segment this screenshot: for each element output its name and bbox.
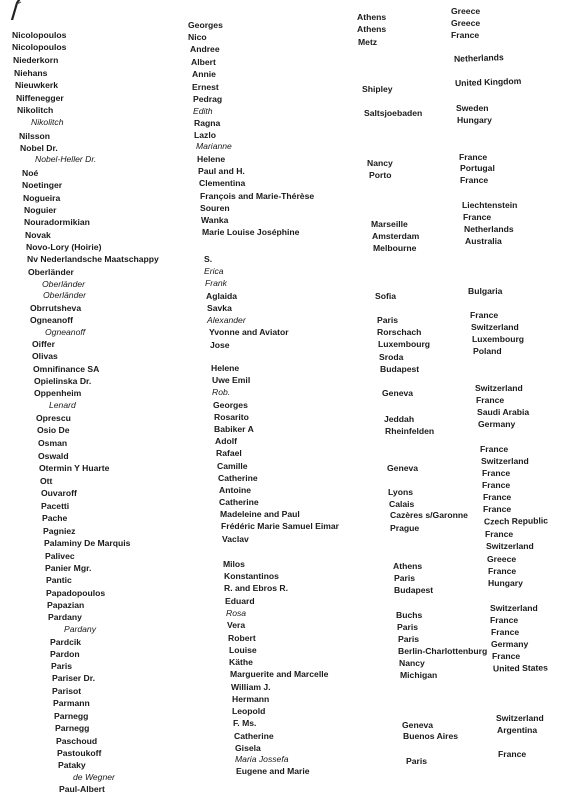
first-names-entry: Catherine (218, 473, 258, 483)
countries-entry: Switzerland (481, 456, 529, 466)
pen-stroke-mark (8, 0, 24, 20)
countries-entry: Luxembourg (472, 334, 525, 344)
surnames-entry: Panier Mgr. (45, 563, 92, 573)
first-names-entry: Ernest (192, 82, 219, 92)
cities-entry: Nancy (367, 158, 393, 168)
countries-entry: Switzerland (486, 541, 534, 551)
first-names-entry: Eduard (225, 596, 255, 606)
first-names-entry: Helene (197, 154, 226, 164)
cities-entry: Geneva (402, 720, 434, 730)
surnames-entry: Pardany (64, 624, 97, 634)
surnames-entry: Nv Nederlandsche Maatschappy (27, 254, 159, 264)
first-names-entry: Hermann (232, 694, 270, 704)
surnames-entry: Pache (42, 513, 68, 523)
first-names-entry: Antoine (219, 485, 251, 495)
countries-entry: France (492, 651, 521, 661)
cities-entry: Porto (369, 170, 392, 180)
first-names-entry: Jose (210, 340, 230, 350)
surnames-entry: Nicolopoulos (12, 42, 67, 52)
countries-entry: Greece (451, 18, 481, 28)
surnames-entry: Noetinger (22, 180, 63, 190)
cities-entry: Shipley (362, 84, 393, 94)
surnames-entry: Niffenegger (16, 93, 64, 103)
countries-entry: Switzerland (496, 713, 544, 723)
surnames-entry: Pardcik (50, 637, 82, 647)
countries-entry: Germany (491, 639, 529, 649)
country-column (0, 0, 2, 2)
first-names-entry: Georges (213, 400, 248, 410)
first-names-entry: Vaclav (222, 534, 249, 544)
countries-entry: France (482, 480, 511, 490)
countries-entry: Liechtenstein (462, 200, 518, 210)
countries-entry: Germany (478, 419, 516, 429)
cities-entry: Rheinfelden (385, 426, 435, 436)
first-names-entry: Helene (211, 363, 240, 373)
countries-entry: Netherlands (453, 52, 504, 64)
first-names-entry: Eugene and Marie (236, 766, 310, 776)
countries-entry: France (483, 492, 512, 502)
cities-entry: Geneva (387, 463, 419, 473)
first-names-entry: F. Ms. (233, 718, 257, 728)
countries-entry: France (483, 504, 512, 514)
first-names-entry: Rafael (216, 448, 242, 458)
first-names-entry: Yvonne and Aviator (209, 327, 289, 337)
countries-entry: Switzerland (475, 383, 523, 393)
first-names-entry: Albert (191, 57, 216, 67)
surnames-entry: Novo-Lory (Hoirie) (26, 242, 102, 252)
first-names-entry: Paul and H. (198, 166, 245, 176)
surnames-entry: Nogueira (23, 193, 61, 203)
countries-entry: France (463, 212, 492, 222)
cities-entry: Paris (406, 756, 428, 766)
surnames-entry: Pacetti (41, 501, 70, 511)
surnames-entry: Oberländer (42, 279, 85, 289)
surnames-entry: Parnegg (54, 711, 89, 721)
first-names-entry: Marianne (196, 141, 232, 151)
first-names-entry: Frédéric Marie Samuel Eimar (221, 521, 339, 531)
first-names-entry: Adolf (215, 436, 237, 446)
cities-entry: Nancy (399, 658, 425, 668)
surnames-entry: Pariser Dr. (52, 673, 95, 683)
cities-entry: Paris (398, 634, 420, 644)
first-names-entry: Vera (227, 620, 246, 630)
countries-entry: France (480, 444, 509, 454)
countries-entry: United States (492, 662, 548, 674)
cities-entry: Lyons (388, 487, 413, 497)
first-names-entry: Wanka (201, 215, 229, 225)
first-names-entry: Maria Jossefa (235, 754, 289, 764)
first-names-entry: Erica (204, 266, 224, 276)
countries-entry: Bulgaria (468, 286, 503, 296)
first-names-entry: Marie Louise Joséphine (202, 227, 300, 237)
surnames-entry: Oswald (38, 451, 69, 461)
countries-entry: Poland (473, 346, 502, 356)
surnames-entry: Ouvaroff (41, 488, 77, 498)
cities-entry: Athens (357, 12, 387, 22)
cities-entry: Buchs (396, 610, 423, 620)
surnames-entry: Oppenheim (34, 388, 82, 398)
surnames-entry: Pagniez (43, 526, 76, 536)
first-names-entry: Milos (223, 559, 245, 569)
countries-entry: Argentina (497, 725, 538, 735)
cities-entry: Athens (357, 24, 387, 34)
countries-entry: Portugal (460, 163, 495, 173)
cities-entry: Calais (389, 499, 415, 509)
surnames-entry: Paris (51, 661, 73, 671)
cities-entry: Paris (394, 573, 416, 583)
surnames-entry: Oberländer (43, 290, 86, 300)
first-names-entry: Annie (192, 69, 216, 79)
countries-entry: France (451, 30, 480, 40)
first-names-entry: R. and Ebros R. (224, 583, 288, 593)
first-names-entry: S. (204, 254, 213, 264)
first-names-entry: Camille (217, 461, 248, 471)
countries-entry: Hungary (488, 578, 523, 588)
surnames-entry: Nieuwkerk (15, 80, 58, 90)
cities-entry: Buenos Aires (403, 731, 459, 741)
first-names-entry: Pedrag (193, 94, 223, 104)
first-names-entry: Nico (188, 32, 207, 42)
first-names-entry: Babiker A (214, 424, 254, 434)
cities-entry: Saltsjoebaden (364, 108, 423, 118)
surnames-entry: Lenard (49, 400, 76, 410)
countries-entry: Sweden (456, 103, 489, 113)
countries-entry: Netherlands (464, 224, 514, 234)
surnames-entry: Pastoukoff (57, 748, 102, 758)
cities-entry: Sroda (379, 352, 404, 362)
surnames-entry: Osman (38, 438, 68, 448)
surnames-entry: de Wegner (73, 772, 115, 782)
cities-entry: Cazères s/Garonne (390, 510, 468, 520)
surnames-entry: Niederkorn (13, 55, 59, 65)
cities-entry: Marseille (371, 219, 408, 229)
surnames-entry: Paschoud (56, 736, 98, 746)
countries-entry: Hungary (457, 115, 492, 125)
first-names-entry: Edith (193, 106, 213, 116)
cities-entry: Athens (393, 561, 423, 571)
countries-entry: France (490, 615, 519, 625)
surnames-entry: Ott (40, 476, 53, 486)
surnames-entry: Noguier (24, 205, 57, 215)
first-names-entry: Souren (200, 203, 230, 213)
countries-entry: Australia (465, 236, 502, 246)
first-names-entry: Madeleine and Paul (220, 509, 300, 519)
cities-entry: Melbourne (373, 243, 417, 253)
first-names-entry: Frank (205, 278, 227, 288)
surnames-entry: Nikolitch (31, 117, 64, 127)
countries-entry: Switzerland (471, 322, 519, 332)
first-names-entry: Käthe (229, 657, 253, 667)
countries-entry: Greece (487, 554, 517, 564)
first-names-entry: Louise (229, 645, 257, 655)
surnames-entry: Parmann (53, 698, 90, 708)
surnames-entry: Oiffer (32, 339, 55, 349)
first-names-entry: Clementina (199, 178, 246, 188)
surnames-entry: Parnegg (55, 723, 90, 733)
surnames-entry: Noé (22, 168, 39, 178)
cities-entry: Prague (390, 523, 420, 533)
surnames-entry: Papadopoulos (46, 588, 106, 598)
first-names-entry: Gisela (235, 743, 261, 753)
cities-entry: Luxembourg (378, 339, 431, 349)
cities-entry: Amsterdam (372, 231, 420, 241)
cities-entry: Sofia (375, 291, 397, 301)
countries-entry: France (459, 152, 488, 162)
countries-entry: France (476, 395, 505, 405)
surnames-entry: Pardany (48, 612, 82, 622)
surnames-entry: Nilsson (19, 131, 51, 141)
surnames-entry: Nicolopoulos (12, 30, 67, 40)
cities-entry: Budapest (380, 364, 420, 374)
surnames-entry: Nouradormikian (24, 217, 90, 227)
first-names-entry: Marguerite and Marcelle (230, 669, 329, 679)
surnames-entry: Osio De (37, 425, 70, 435)
surnames-entry: Opielinska Dr. (34, 376, 92, 386)
countries-entry: Greece (451, 6, 481, 16)
cities-entry: Metz (358, 37, 378, 47)
countries-entry: United Kingdom (454, 75, 522, 89)
first-names-entry: Leopold (232, 706, 266, 716)
surnames-entry: Ogneanoff (30, 315, 73, 325)
surnames-entry: Oprescu (36, 413, 71, 423)
cities-entry: Geneva (382, 388, 414, 398)
first-names-entry: Ragna (194, 118, 221, 128)
surnames-entry: Ogneanoff (45, 327, 86, 337)
countries-entry: France (460, 175, 489, 185)
cities-entry: Paris (377, 315, 399, 325)
first-names-entry: Aglaida (206, 291, 238, 301)
countries-entry: France (491, 627, 520, 637)
surnames-entry: Nobel Dr. (20, 143, 58, 153)
surnames-entry: Olivas (32, 351, 58, 361)
first-names-entry: Rob. (212, 387, 231, 397)
surnames-entry: Pataky (58, 760, 86, 770)
countries-entry: France (488, 566, 517, 576)
cities-entry: Jeddah (384, 414, 415, 424)
first-names-entry: Georges (188, 20, 223, 30)
first-names-entry: Rosarito (214, 412, 249, 422)
surnames-entry: Papazian (47, 600, 85, 610)
countries-entry: France (482, 468, 511, 478)
first-names-entry: Alexander (207, 315, 246, 325)
countries-entry: France (485, 529, 514, 539)
surnames-entry: Paul-Albert (59, 784, 105, 794)
surnames-entry: Otermin Y Huarte (39, 463, 110, 473)
surnames-entry: Oberländer (28, 267, 74, 277)
countries-entry: Switzerland (490, 603, 538, 613)
surnames-entry: Palivec (45, 551, 75, 561)
surnames-entry: Niehans (14, 68, 48, 78)
countries-entry: France (498, 749, 527, 759)
surnames-entry: Pardon (50, 649, 80, 659)
first-names-entry: Uwe Emil (212, 375, 251, 385)
surnames-entry: Parisot (52, 686, 82, 696)
surnames-entry: Obrrutsheva (30, 303, 82, 313)
first-names-entry: Robert (228, 633, 256, 643)
first-names-entry: Konstantinos (224, 571, 279, 581)
cities-entry: Michigan (400, 670, 438, 680)
cities-entry: Berlin-Charlottenburg (398, 646, 488, 656)
first-names-entry: Andree (190, 44, 220, 54)
first-names-entry: Lazlo (194, 130, 216, 140)
first-names-entry: Catherine (219, 497, 259, 507)
first-names-entry: Catherine (234, 731, 274, 741)
cities-entry: Budapest (394, 585, 434, 595)
countries-entry: France (470, 310, 499, 320)
cities-entry: Paris (397, 622, 419, 632)
surnames-entry: Omnifinance SA (33, 364, 100, 374)
surnames-entry: Palaminy De Marquis (44, 538, 131, 548)
countries-entry: Czech Republic (483, 515, 549, 527)
first-names-entry: Savka (207, 303, 232, 313)
surnames-entry: Nikolitch (17, 105, 54, 115)
first-names-entry: Rosa (226, 608, 247, 618)
surnames-entry: Nobel-Heller Dr. (35, 154, 97, 164)
first-names-entry: William J. (231, 682, 271, 692)
cities-entry: Rorschach (377, 327, 422, 337)
surnames-entry: Pantic (46, 575, 72, 585)
countries-entry: Saudi Arabia (477, 407, 530, 417)
surnames-entry: Novak (25, 230, 51, 240)
first-names-entry: François and Marie-Thérèse (200, 191, 315, 201)
